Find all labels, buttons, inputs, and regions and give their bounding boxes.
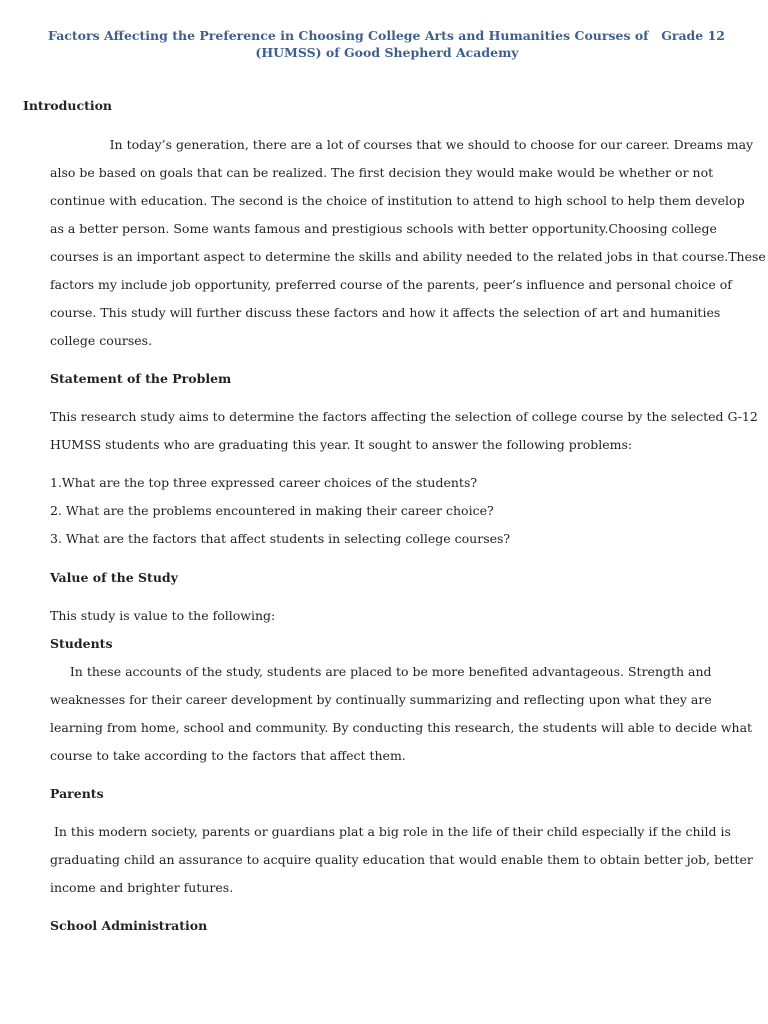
paragraph-line: factors my include job opportunity, preferred course of the parents, peer’s influence and personal choice of (50, 277, 732, 292)
introduction-heading: Introduction (23, 98, 113, 113)
students-paragraph (50, 658, 752, 770)
paragraph-line: courses is an important aspect to determine the skills and ability needed to the related jobs in that course.These (50, 249, 766, 264)
paragraph-line: In this modern society, parents or guardians plat a big role in the life of their child especially if the child is (50, 824, 731, 839)
parents-heading: Parents (50, 786, 104, 801)
paragraph-line: college courses. (50, 333, 153, 348)
problem-list (50, 469, 510, 553)
list-item: 3. What are the factors that affect students in selecting college courses? (50, 531, 511, 546)
statement-paragraph (50, 403, 758, 459)
paragraph-line: HUMSS students who are graduating this year. It sought to answer the following problems: (50, 437, 633, 452)
header-title-line1: Factors Affecting the Preference in Choosing College Arts and Humanities Courses of (48, 28, 649, 43)
paragraph-line: course to take according to the factors that affect them. (50, 748, 406, 763)
paragraph-line: This research study aims to determine the factors affecting the selection of college course by the selected G-12 (50, 409, 758, 424)
list-item: 1.What are the top three expressed career choices of the students? (50, 475, 478, 490)
paragraph-line: income and brighter futures. (50, 880, 234, 895)
header-grade: Grade 12 (661, 28, 725, 43)
school-administration-heading: School Administration (50, 918, 208, 933)
paragraph-line: In today’s generation, there are a lot of courses that we should to choose for our career. Dreams may (50, 137, 754, 152)
header-title-line2: (HUMSS) of Good Shepherd Academy (255, 45, 519, 60)
parents-paragraph (50, 818, 753, 902)
paragraph-line: graduating child an assurance to acquire quality education that would enable them to obtain better job, better (50, 852, 753, 867)
paragraph-line: as a better person. Some wants famous and prestigious schools with better opportunity.Choosing college (50, 221, 717, 236)
paragraph-line: weaknesses for their career development by continually summarizing and reflecting upon what they are (50, 692, 712, 707)
paragraph-line: In these accounts of the study, students are placed to be more benefited advantageous. Strength and (50, 664, 712, 679)
students-heading: Students (50, 636, 113, 651)
paragraph-line: learning from home, school and community. By conducting this research, the students will able to decide what (50, 720, 753, 735)
paragraph-line: continue with education. The second is the choice of institution to attend to high school to help them develop (50, 193, 745, 208)
paragraph-line: also be based on goals that can be realized. The first decision they would make would be whether or not (50, 165, 714, 180)
value-intro: This study is value to the following: (50, 608, 276, 623)
introduction-paragraph (50, 131, 766, 355)
statement-heading: Statement of the Problem (50, 371, 232, 386)
value-heading: Value of the Study (50, 570, 178, 585)
paragraph-line: course. This study will further discuss these factors and how it affects the selection of art and humanities (50, 305, 721, 320)
list-item: 2. What are the problems encountered in making their career choice? (50, 503, 494, 518)
